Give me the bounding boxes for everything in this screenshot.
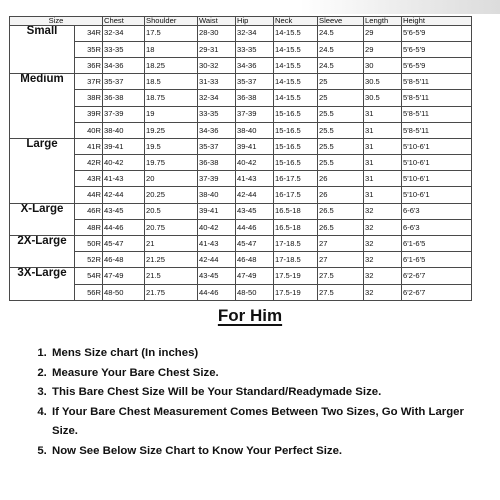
- table-cell: 47-49: [236, 268, 274, 284]
- table-cell: 30.5: [364, 90, 402, 106]
- table-cell: 25.5: [318, 138, 364, 154]
- table-cell: 19.25: [145, 122, 198, 138]
- header-sleeve: Sleeve: [318, 17, 364, 26]
- table-cell: 30-32: [198, 57, 236, 73]
- table-cell: 27.5: [318, 284, 364, 300]
- table-cell: 18.5: [145, 74, 198, 90]
- table-cell: 6'2-6'7: [402, 284, 472, 300]
- table-cell: 14-15.5: [274, 25, 318, 41]
- table-cell: 32: [364, 252, 402, 268]
- size-code-cell: 38R: [75, 90, 103, 106]
- table-cell: 33-35: [236, 41, 274, 57]
- table-cell: 5'10-6'1: [402, 155, 472, 171]
- size-code-cell: 54R: [75, 268, 103, 284]
- table-cell: 19: [145, 106, 198, 122]
- table-cell: 25.5: [318, 106, 364, 122]
- table-row: [10, 90, 472, 106]
- instructions-list: [28, 344, 490, 461]
- table-cell: 5'8-5'11: [402, 122, 472, 138]
- table-cell: 35-37: [103, 74, 145, 90]
- size-table-body: [10, 25, 472, 300]
- table-row: [10, 74, 472, 90]
- table-cell: 48-50: [236, 284, 274, 300]
- header-row: [10, 17, 472, 26]
- table-cell: 25: [318, 90, 364, 106]
- table-cell: 39-41: [236, 138, 274, 154]
- table-cell: 40-42: [198, 219, 236, 235]
- table-cell: 32-34: [198, 90, 236, 106]
- table-row: [10, 236, 472, 252]
- table-cell: 5'6-5'9: [402, 57, 472, 73]
- size-code-cell: 43R: [75, 171, 103, 187]
- table-cell: 46-48: [236, 252, 274, 268]
- size-code-cell: 37R: [75, 74, 103, 90]
- table-cell: 5'6-5'9: [402, 41, 472, 57]
- table-cell: 14-15.5: [274, 90, 318, 106]
- table-cell: 31-33: [198, 74, 236, 90]
- header-hip: Hip: [236, 17, 274, 26]
- size-code-cell: 52R: [75, 252, 103, 268]
- size-group-label: 3X-Large: [10, 268, 75, 301]
- table-row: [10, 138, 472, 154]
- size-code-cell: 44R: [75, 187, 103, 203]
- table-cell: 37-39: [198, 171, 236, 187]
- table-cell: 18.25: [145, 57, 198, 73]
- table-cell: 25: [318, 74, 364, 90]
- table-cell: 25.5: [318, 155, 364, 171]
- table-cell: 25.5: [318, 122, 364, 138]
- table-row: [10, 219, 472, 235]
- table-cell: 36-38: [103, 90, 145, 106]
- table-cell: 34-36: [103, 57, 145, 73]
- table-cell: 32: [364, 268, 402, 284]
- size-group-label: Large: [10, 138, 75, 203]
- table-cell: 31: [364, 187, 402, 203]
- table-cell: 32: [364, 219, 402, 235]
- table-cell: 15-16.5: [274, 155, 318, 171]
- table-cell: 17-18.5: [274, 252, 318, 268]
- table-cell: 32-34: [236, 25, 274, 41]
- table-cell: 46-48: [103, 252, 145, 268]
- table-cell: 27: [318, 252, 364, 268]
- table-cell: 18.75: [145, 90, 198, 106]
- table-cell: 33-35: [103, 41, 145, 57]
- size-code-cell: 40R: [75, 122, 103, 138]
- size-code-cell: 36R: [75, 57, 103, 73]
- chart-caption: [0, 306, 500, 326]
- size-code-cell: 46R: [75, 203, 103, 219]
- table-cell: 6'2-6'7: [402, 268, 472, 284]
- table-cell: 5'10-6'1: [402, 187, 472, 203]
- table-cell: 45-47: [236, 236, 274, 252]
- table-cell: 20.5: [145, 203, 198, 219]
- table-cell: 27.5: [318, 268, 364, 284]
- table-cell: 17.5: [145, 25, 198, 41]
- table-cell: 42-44: [236, 187, 274, 203]
- table-cell: 36-38: [236, 90, 274, 106]
- size-group-label: Small: [10, 25, 75, 74]
- table-cell: 16-17.5: [274, 187, 318, 203]
- table-cell: 33-35: [198, 106, 236, 122]
- table-cell: 32: [364, 203, 402, 219]
- table-cell: 21.5: [145, 268, 198, 284]
- table-cell: 40-42: [103, 155, 145, 171]
- table-cell: 37-39: [236, 106, 274, 122]
- table-cell: 38-40: [198, 187, 236, 203]
- table-cell: 17.5-19: [274, 268, 318, 284]
- size-group-label: X-Large: [10, 203, 75, 235]
- table-cell: 21.75: [145, 284, 198, 300]
- table-cell: 18: [145, 41, 198, 57]
- table-cell: 6-6'3: [402, 203, 472, 219]
- table-cell: 38-40: [103, 122, 145, 138]
- table-cell: 5'10-6'1: [402, 138, 472, 154]
- size-code-cell: 42R: [75, 155, 103, 171]
- table-cell: 35-37: [198, 138, 236, 154]
- table-row: [10, 155, 472, 171]
- header-shoulder: Shoulder: [145, 17, 198, 26]
- table-cell: 29: [364, 25, 402, 41]
- caption-text: For Him: [217, 306, 283, 325]
- table-cell: 44-46: [236, 219, 274, 235]
- table-cell: 31: [364, 171, 402, 187]
- table-cell: 37-39: [103, 106, 145, 122]
- table-cell: 16-17.5: [274, 171, 318, 187]
- header-chest: Chest: [103, 17, 145, 26]
- table-cell: 5'8-5'11: [402, 106, 472, 122]
- list-item: 4. If Your Bare Chest Measurement Comes Between Two Sizes, Go With Larger Size.: [50, 403, 490, 442]
- table-cell: 41-43: [198, 236, 236, 252]
- table-cell: 41-43: [103, 171, 145, 187]
- table-cell: 14-15.5: [274, 74, 318, 90]
- size-code-cell: 35R: [75, 41, 103, 57]
- table-cell: 31: [364, 155, 402, 171]
- table-cell: 5'8-5'11: [402, 74, 472, 90]
- header-neck: Neck: [274, 17, 318, 26]
- table-cell: 21.25: [145, 252, 198, 268]
- table-cell: 41-43: [236, 171, 274, 187]
- size-chart-table: [9, 16, 472, 301]
- table-cell: 31: [364, 106, 402, 122]
- header-height: Height: [402, 17, 472, 26]
- table-cell: 26.5: [318, 203, 364, 219]
- size-code-cell: 34R: [75, 25, 103, 41]
- table-row: [10, 284, 472, 300]
- table-row: [10, 187, 472, 203]
- table-cell: 24.5: [318, 25, 364, 41]
- table-cell: 6'1-6'5: [402, 252, 472, 268]
- size-code-cell: 56R: [75, 284, 103, 300]
- table-row: [10, 268, 472, 284]
- table-cell: 40-42: [236, 155, 274, 171]
- table-cell: 6-6'3: [402, 219, 472, 235]
- table-cell: 6'1-6'5: [402, 236, 472, 252]
- table-cell: 31: [364, 138, 402, 154]
- table-cell: 44-46: [103, 219, 145, 235]
- table-cell: 32-34: [103, 25, 145, 41]
- table-cell: 20.75: [145, 219, 198, 235]
- header-waist: Waist: [198, 17, 236, 26]
- table-cell: 14-15.5: [274, 57, 318, 73]
- table-cell: 30: [364, 57, 402, 73]
- table-row: [10, 252, 472, 268]
- table-cell: 24.5: [318, 41, 364, 57]
- table-cell: 16.5-18: [274, 219, 318, 235]
- table-cell: 42-44: [198, 252, 236, 268]
- table-row: [10, 122, 472, 138]
- header-size: Size: [10, 17, 103, 26]
- table-cell: 43-45: [236, 203, 274, 219]
- table-cell: 29-31: [198, 41, 236, 57]
- table-cell: 19.5: [145, 138, 198, 154]
- table-cell: 45-47: [103, 236, 145, 252]
- size-code-cell: 48R: [75, 219, 103, 235]
- table-cell: 44-46: [198, 284, 236, 300]
- table-cell: 43-45: [103, 203, 145, 219]
- table-cell: 24.5: [318, 57, 364, 73]
- list-item: 3. This Bare Chest Size Will be Your Standard/Readymade Size.: [50, 383, 490, 403]
- table-cell: 29: [364, 41, 402, 57]
- top-edge-shadow: [300, 0, 500, 14]
- table-cell: 17-18.5: [274, 236, 318, 252]
- table-cell: 31: [364, 122, 402, 138]
- table-cell: 26: [318, 187, 364, 203]
- table-cell: 39-41: [198, 203, 236, 219]
- table-row: [10, 25, 472, 41]
- table-cell: 36-38: [198, 155, 236, 171]
- table-cell: 47-49: [103, 268, 145, 284]
- table-cell: 14-15.5: [274, 41, 318, 57]
- table-cell: 42-44: [103, 187, 145, 203]
- list-item: 1. Mens Size chart (In inches): [50, 344, 490, 364]
- table-cell: 27: [318, 236, 364, 252]
- table-cell: 35-37: [236, 74, 274, 90]
- table-row: [10, 171, 472, 187]
- table-cell: 5'8-5'11: [402, 90, 472, 106]
- table-cell: 15-16.5: [274, 106, 318, 122]
- list-item: 5. Now See Below Size Chart to Know Your Perfect Size.: [50, 442, 490, 462]
- table-cell: 28-30: [198, 25, 236, 41]
- table-cell: 32: [364, 236, 402, 252]
- table-cell: 20: [145, 171, 198, 187]
- table-cell: 5'10-6'1: [402, 171, 472, 187]
- table-cell: 19.75: [145, 155, 198, 171]
- table-cell: 34-36: [236, 57, 274, 73]
- table-cell: 15-16.5: [274, 122, 318, 138]
- table-row: [10, 57, 472, 73]
- table-cell: 32: [364, 284, 402, 300]
- list-item: 2. Measure Your Bare Chest Size.: [50, 364, 490, 384]
- table-row: [10, 203, 472, 219]
- table-cell: 39-41: [103, 138, 145, 154]
- size-code-cell: 39R: [75, 106, 103, 122]
- table-cell: 43-45: [198, 268, 236, 284]
- table-cell: 16.5-18: [274, 203, 318, 219]
- table-cell: 15-16.5: [274, 138, 318, 154]
- size-group-label: Medium: [10, 74, 75, 139]
- table-cell: 20.25: [145, 187, 198, 203]
- table-cell: 17.5-19: [274, 284, 318, 300]
- table-row: [10, 106, 472, 122]
- table-cell: 26.5: [318, 219, 364, 235]
- table-cell: 38-40: [236, 122, 274, 138]
- header-length: Length: [364, 17, 402, 26]
- table-cell: 21: [145, 236, 198, 252]
- table-cell: 30.5: [364, 74, 402, 90]
- size-code-cell: 41R: [75, 138, 103, 154]
- table-cell: 26: [318, 171, 364, 187]
- size-code-cell: 50R: [75, 236, 103, 252]
- table-cell: 5'6-5'9: [402, 25, 472, 41]
- table-cell: 48-50: [103, 284, 145, 300]
- table-cell: 34-36: [198, 122, 236, 138]
- table-row: [10, 41, 472, 57]
- size-group-label: 2X-Large: [10, 236, 75, 268]
